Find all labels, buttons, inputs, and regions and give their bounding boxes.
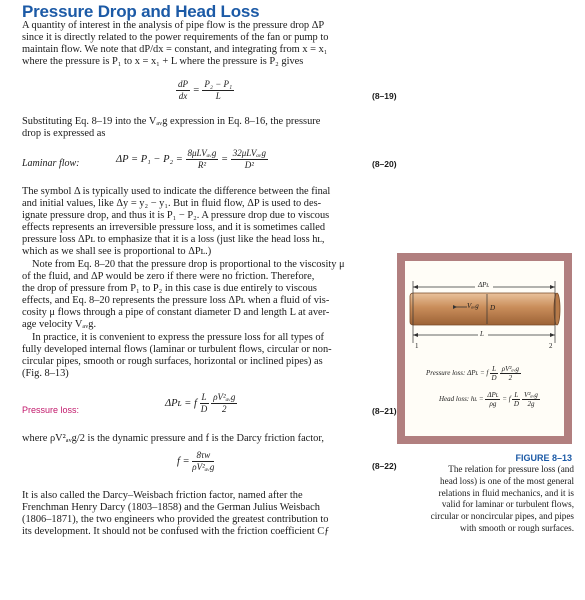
diameter-label: D <box>490 304 496 312</box>
delta-p-label: ΔPʟ <box>478 281 490 289</box>
text-line: circular pipes, smooth or rough surfaces, horizontal or inclined pipes) as <box>22 356 323 368</box>
text-line: The symbol Δ is typically used to indicate the difference between the final <box>22 186 331 197</box>
equation-number: (8–19) <box>372 91 397 101</box>
arrow-head-icon <box>413 285 418 289</box>
text-line: Substituting Eq. 8–19 into the Vₐᵥg expression in Eq. 8–16, the pressure <box>22 116 321 127</box>
eq-denominator: 2 <box>508 374 513 382</box>
eq-equals: = <box>221 153 229 165</box>
paragraph-darcy <box>22 490 394 538</box>
eq-denominator: D <box>513 400 519 408</box>
text-line: effects represents an irreversible pressure loss, and it is sometimes called <box>22 222 326 234</box>
text-line: In practice, it is convenient to express the pressure loss for all types of <box>32 332 325 343</box>
formula-text: Head loss: hʟ = <box>439 395 484 404</box>
text-line: age velocity Vₐᵥg. <box>22 319 97 331</box>
station-2-label: 2 <box>549 342 553 350</box>
equation-8-22 <box>177 450 214 473</box>
eq-denominator: D <box>491 374 497 382</box>
eq-numerator: V²ₐᵥg <box>524 391 538 399</box>
eq-numerator: dP <box>178 79 188 89</box>
text-line: drop is expressed as <box>22 128 106 140</box>
head-loss-formula <box>439 391 540 408</box>
pipe <box>410 293 557 325</box>
paragraph-dynamic-pressure <box>22 433 394 445</box>
eq-denominator: 2 <box>222 404 227 414</box>
formula-text: = f <box>502 395 511 404</box>
eq-numerator: ρV²ₐᵥg <box>213 392 236 402</box>
text-line: its development. It should not be confused with the friction coefficient Cƒ <box>22 526 330 538</box>
arrow-head-icon <box>550 333 555 337</box>
caption-line: valid for laminar or turbulent flows, <box>441 499 574 510</box>
station-1-label: 1 <box>415 342 419 350</box>
paragraph-viscosity <box>22 259 394 332</box>
caption-line: relations in fluid mechanics, and it is <box>438 487 574 498</box>
arrow-head-icon <box>550 285 555 289</box>
eq-numerator: L <box>201 392 207 402</box>
eq-denominator: R² <box>197 160 207 170</box>
text-line: since it is directly related to the power requirements of the fan or pump to <box>22 32 329 44</box>
length-label: L <box>480 330 484 338</box>
caption-line: head loss) is one of the most general <box>440 475 574 486</box>
equation-number: (8–21) <box>372 406 397 416</box>
text-line: Note from Eq. 8–20 that the pressure drop is proportional to the viscosity μ <box>32 259 345 270</box>
eq-lhs: ΔPʟ = f <box>165 397 197 409</box>
equation-number: (8–20) <box>372 159 397 169</box>
eq-lhs: ΔP = P₁ − P₂ = <box>116 153 183 165</box>
eq-denominator: dx <box>178 91 188 101</box>
eq-numerator: 32μLVₐᵥg <box>232 148 267 158</box>
section-title: Pressure Drop and Head Loss <box>22 2 260 21</box>
text-line: It is also called the Darcy–Weisbach friction factor, named after the <box>22 490 303 501</box>
eq-numerator: P₂ − P₁ <box>204 79 233 89</box>
figure-frame <box>397 253 572 444</box>
text-line: the drop of pressure from P₁ to P₂ in this case is due entirely to viscous <box>22 283 317 295</box>
text-line: where the pressure is P₁ to x = x₁ + L where the pressure is P₂ gives <box>22 56 304 68</box>
eq-denominator: 2g <box>527 400 535 408</box>
formula-text: Pressure loss: ΔPʟ = f <box>426 369 489 378</box>
caption-line: with smooth or rough surfaces. <box>459 522 574 533</box>
caption-line: circular or noncircular pipes, and pipes <box>430 511 574 522</box>
eq-numerator: ρV²ₐᵥg <box>501 365 520 373</box>
text-line: ignate pressure drop, and thus it is P₁ − P₂. A pressure drop due to viscous <box>22 210 330 222</box>
eq-numerator: L <box>492 365 497 373</box>
equation-8-19: $\frac{dP}{dx}$ = $\frac{\text{P₂ − P₁}}{L}$ <box>178 79 233 101</box>
pressure-loss-formula <box>426 365 521 382</box>
paragraph-intro <box>22 20 410 68</box>
eq-denominator: L <box>215 91 221 101</box>
paragraph-practice <box>22 332 394 380</box>
text-line: maintain flow. We note that dP/dx = constant, and integrating from x = x₁ <box>22 44 328 56</box>
eq-numerator: ΔPʟ <box>487 391 499 399</box>
equation-8-20 <box>116 148 268 171</box>
text-line: effects, and Eq. 8–20 represents the pressure loss ΔPʟ when a fluid of vis- <box>22 295 330 307</box>
equation-number: (8–22) <box>372 461 397 471</box>
equation-label: Laminar flow: <box>22 158 80 169</box>
eq-denominator: D² <box>244 160 254 170</box>
eq-denominator: ρg <box>489 400 497 408</box>
equation-label: Pressure loss: <box>22 405 80 415</box>
figure-title: FIGURE 8–13 <box>515 453 572 463</box>
text-line: cosity μ flows through a pipe of constant diameter D and length L at aver- <box>22 307 330 319</box>
eq-denominator: ρV²ₐᵥg <box>192 462 215 472</box>
text-line: (1806–1871), the two engineers who provided the greatest contribution to <box>22 514 329 526</box>
text-line: which as we shall see is proportional to ΔPʟ.) <box>22 246 212 258</box>
figure-panel <box>405 261 564 436</box>
text-line: and initial values, like Δy = y₂ − y₁. But in fluid flow, ΔP is used to des- <box>22 198 322 210</box>
text-line: fully developed internal flows (laminar or turbulent flows, circular or non- <box>22 344 332 356</box>
caption-line: The relation for pressure loss (and <box>448 464 574 474</box>
text-line: A quantity of interest in the analysis of pipe flow is the pressure drop ΔP <box>22 20 325 31</box>
vavg-label: Vₐᵥg <box>467 302 479 310</box>
eq-numerator: 8τw <box>192 450 214 462</box>
eq-lhs: f = <box>177 455 190 467</box>
eq-numerator: L <box>514 391 519 399</box>
text-line: pressure loss ΔPʟ to emphasize that it is a loss (just like the head loss hʟ, <box>22 234 325 246</box>
text-line: of the fluid, and ΔP would be zero if there were no friction. Therefore, <box>22 271 315 283</box>
paragraph-delta-symbol <box>22 186 410 259</box>
text-line: where ρV²ₐᵥg/2 is the dynamic pressure and f is the Darcy friction factor, <box>22 433 325 444</box>
arrow-head-icon <box>413 333 418 337</box>
eq-denominator: D <box>200 404 208 414</box>
figure-caption <box>396 464 574 535</box>
text-line: (Fig. 8–13) <box>22 368 69 380</box>
text-line: Frenchman Henry Darcy (1803–1858) and the German Julius Weisbach <box>22 502 320 514</box>
paragraph-substitution <box>22 116 410 140</box>
equation-8-21 <box>165 392 237 415</box>
eq-numerator: 8μLVₐᵥg <box>187 148 217 158</box>
